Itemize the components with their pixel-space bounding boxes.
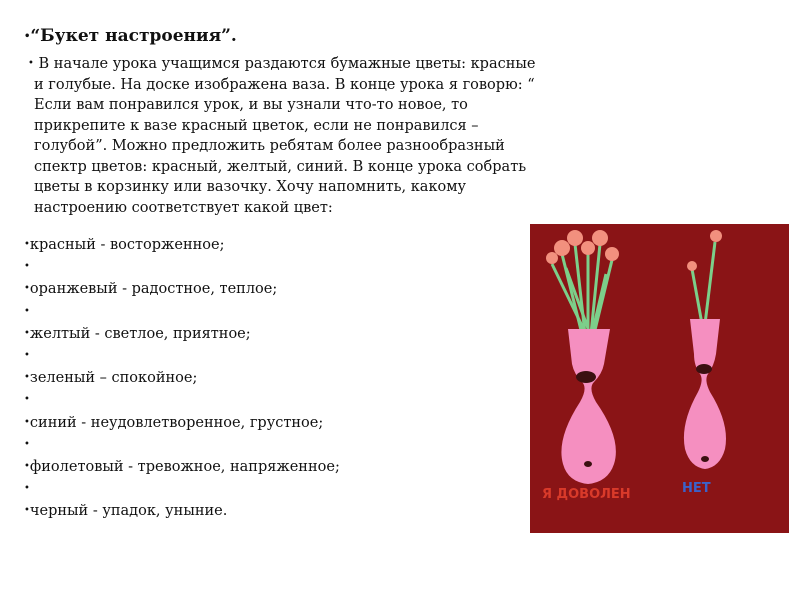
list-item-empty: • <box>24 438 30 450</box>
intro-line: спектр цветов: красный, желтый, синий. В конце урока собрать <box>34 158 527 175</box>
list-item-empty: • <box>24 261 30 273</box>
list-item-empty: • <box>24 349 30 361</box>
title-text: “Букет настроения”. <box>30 26 237 46</box>
list-item: •зеленый – спокойное; <box>24 370 198 387</box>
vase-board-illustration <box>530 224 789 533</box>
label-no: НЕТ <box>682 481 711 496</box>
vase-board-photo <box>530 224 789 533</box>
list-item: •оранжевый - радостное, теплое; <box>24 281 278 298</box>
slide-title <box>24 26 237 46</box>
intro-line: • В начале урока учащимся раздаются бумажные цветы: красные <box>28 56 536 72</box>
list-item: •черный - упадок, уныние. <box>24 503 228 520</box>
list-item: •красный - восторженное; <box>24 237 225 253</box>
list-item-empty: • <box>24 483 30 495</box>
right-vase-knot <box>696 364 712 374</box>
list-item: •желтый - светлое, приятное; <box>24 325 251 342</box>
intro-line: голубой”. Можно предложить ребятам более разнообразный <box>34 138 505 154</box>
intro-line: прикрепите к вазе красный цветок, если не понравился – <box>34 117 479 134</box>
list-item-empty: • <box>24 305 30 317</box>
intro-bullet: • <box>28 58 34 69</box>
intro-line: и голубые. На доске изображена ваза. В конце урока я говорю: “ <box>34 76 535 93</box>
list-item: •фиолетовый - тревожное, напряженное; <box>24 458 340 475</box>
list-item-empty: • <box>24 394 30 406</box>
label-satisfied: Я ДОВОЛЕН <box>542 487 631 502</box>
intro-line: настроению соответствует какой цвет: <box>34 199 333 216</box>
list-item: •синий - неудовлетворенное, грустное; <box>24 414 324 431</box>
intro-paragraph <box>24 54 539 218</box>
title-bullet: • <box>24 31 31 42</box>
intro-line: цветы в корзинку или вазочку. Хочу напомнить, какому <box>34 179 467 195</box>
intro-line: Если вам понравился урок, и вы узнали что-то новое, то <box>34 97 468 113</box>
left-vase-knot <box>576 371 596 383</box>
color-mood-list <box>24 234 504 522</box>
